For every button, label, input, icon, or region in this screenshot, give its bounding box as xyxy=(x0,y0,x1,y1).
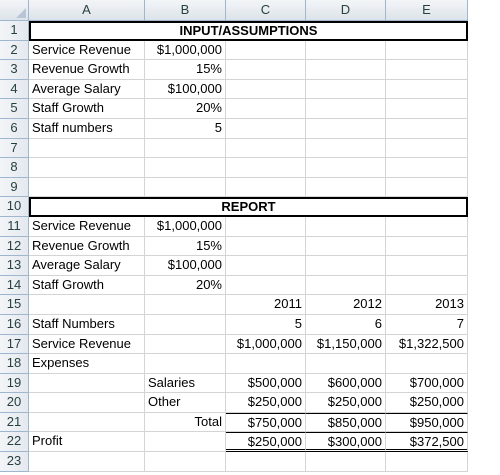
report-revenue-growth-value[interactable]: 15% xyxy=(145,237,226,257)
row-header-13[interactable]: 13 xyxy=(0,256,29,276)
cell-a7[interactable] xyxy=(29,139,145,159)
report-year-2013[interactable]: 2013 xyxy=(386,295,468,315)
cell-c8[interactable] xyxy=(226,158,306,178)
select-all-corner[interactable] xyxy=(0,0,29,21)
report-service-revenue-row-label[interactable]: Service Revenue xyxy=(29,335,145,355)
cell-e4[interactable] xyxy=(386,80,468,100)
cell-e6[interactable] xyxy=(386,119,468,139)
report-average-salary-label[interactable]: Average Salary xyxy=(29,256,145,276)
report-title[interactable]: REPORT xyxy=(29,197,468,217)
input-assumptions-title[interactable]: INPUT/ASSUMPTIONS xyxy=(29,21,468,41)
cell-e2[interactable] xyxy=(386,41,468,61)
row-header-6[interactable]: 6 xyxy=(0,119,29,139)
report-profit-2013[interactable]: $372,500 xyxy=(386,432,468,452)
report-salaries-2013[interactable]: $700,000 xyxy=(386,374,468,394)
cell-d18[interactable] xyxy=(306,354,386,374)
cell-a21[interactable] xyxy=(29,413,145,433)
cell-c7[interactable] xyxy=(226,139,306,159)
cell-c5[interactable] xyxy=(226,99,306,119)
report-service-revenue-label[interactable]: Service Revenue xyxy=(29,217,145,237)
report-total-2012[interactable]: $850,000 xyxy=(306,413,386,433)
cell-c2[interactable] xyxy=(226,41,306,61)
row-header-12[interactable]: 12 xyxy=(0,237,29,257)
cell-a23[interactable] xyxy=(29,452,145,472)
column-header-d[interactable]: D xyxy=(306,0,386,21)
row-header-9[interactable]: 9 xyxy=(0,178,29,198)
input-revenue-growth-value[interactable]: 15% xyxy=(145,60,226,80)
report-salaries-label[interactable]: Salaries xyxy=(145,374,226,394)
row-header-21[interactable]: 21 xyxy=(0,413,29,433)
cell-b23[interactable] xyxy=(145,452,226,472)
row-header-3[interactable]: 3 xyxy=(0,60,29,80)
cell-b18[interactable] xyxy=(145,354,226,374)
report-service-revenue-2012[interactable]: $1,150,000 xyxy=(306,335,386,355)
cell-a15[interactable] xyxy=(29,295,145,315)
column-header-c[interactable]: C xyxy=(226,0,306,21)
input-service-revenue-value[interactable]: $1,000,000 xyxy=(145,41,226,61)
input-revenue-growth-label[interactable]: Revenue Growth xyxy=(29,60,145,80)
report-other-label[interactable]: Other xyxy=(145,393,226,413)
cell-a9[interactable] xyxy=(29,178,145,198)
cell-c3[interactable] xyxy=(226,60,306,80)
cell-d9[interactable] xyxy=(306,178,386,198)
cell-c13[interactable] xyxy=(226,256,306,276)
row-header-14[interactable]: 14 xyxy=(0,276,29,296)
report-service-revenue-2011[interactable]: $1,000,000 xyxy=(226,335,306,355)
cell-d11[interactable] xyxy=(306,217,386,237)
cell-e7[interactable] xyxy=(386,139,468,159)
row-header-19[interactable]: 19 xyxy=(0,374,29,394)
cell-c9[interactable] xyxy=(226,178,306,198)
report-expenses-label[interactable]: Expenses xyxy=(29,354,145,374)
report-other-2012[interactable]: $250,000 xyxy=(306,393,386,413)
report-staff-numbers-2012[interactable]: 6 xyxy=(306,315,386,335)
input-staff-numbers-value[interactable]: 5 xyxy=(145,119,226,139)
cell-d6[interactable] xyxy=(306,119,386,139)
report-staff-growth-value[interactable]: 20% xyxy=(145,276,226,296)
cell-d14[interactable] xyxy=(306,276,386,296)
cell-b9[interactable] xyxy=(145,178,226,198)
cell-e9[interactable] xyxy=(386,178,468,198)
report-staff-numbers-label[interactable]: Staff Numbers xyxy=(29,315,145,335)
row-header-10[interactable]: 10 xyxy=(0,197,29,217)
cell-e13[interactable] xyxy=(386,256,468,276)
report-salaries-2012[interactable]: $600,000 xyxy=(306,374,386,394)
report-year-2011[interactable]: 2011 xyxy=(226,295,306,315)
report-average-salary-value[interactable]: $100,000 xyxy=(145,256,226,276)
cell-d23[interactable] xyxy=(306,452,386,472)
report-staff-growth-label[interactable]: Staff Growth xyxy=(29,276,145,296)
input-staff-growth-value[interactable]: 20% xyxy=(145,99,226,119)
input-staff-numbers-label[interactable]: Staff numbers xyxy=(29,119,145,139)
report-service-revenue-value[interactable]: $1,000,000 xyxy=(145,217,226,237)
row-header-7[interactable]: 7 xyxy=(0,139,29,159)
report-total-label[interactable]: Total xyxy=(145,413,226,433)
row-header-16[interactable]: 16 xyxy=(0,315,29,335)
row-header-20[interactable]: 20 xyxy=(0,393,29,413)
cell-c12[interactable] xyxy=(226,237,306,257)
report-profit-2011[interactable]: $250,000 xyxy=(226,432,306,452)
input-staff-growth-label[interactable]: Staff Growth xyxy=(29,99,145,119)
cell-b15[interactable] xyxy=(145,295,226,315)
input-average-salary-value[interactable]: $100,000 xyxy=(145,80,226,100)
cell-c6[interactable] xyxy=(226,119,306,139)
cell-c14[interactable] xyxy=(226,276,306,296)
row-header-8[interactable]: 8 xyxy=(0,158,29,178)
cell-d13[interactable] xyxy=(306,256,386,276)
cell-a8[interactable] xyxy=(29,158,145,178)
report-other-2011[interactable]: $250,000 xyxy=(226,393,306,413)
row-header-2[interactable]: 2 xyxy=(0,41,29,61)
input-service-revenue-label[interactable]: Service Revenue xyxy=(29,41,145,61)
cell-e23[interactable] xyxy=(386,452,468,472)
column-header-e[interactable]: E xyxy=(386,0,468,21)
row-header-5[interactable]: 5 xyxy=(0,99,29,119)
report-staff-numbers-2011[interactable]: 5 xyxy=(226,315,306,335)
cell-d4[interactable] xyxy=(306,80,386,100)
report-profit-2012[interactable]: $300,000 xyxy=(306,432,386,452)
report-year-2012[interactable]: 2012 xyxy=(306,295,386,315)
cell-b16[interactable] xyxy=(145,315,226,335)
cell-d3[interactable] xyxy=(306,60,386,80)
report-total-2011[interactable]: $750,000 xyxy=(226,413,306,433)
report-salaries-2011[interactable]: $500,000 xyxy=(226,374,306,394)
cell-c18[interactable] xyxy=(226,354,306,374)
row-header-4[interactable]: 4 xyxy=(0,80,29,100)
report-revenue-growth-label[interactable]: Revenue Growth xyxy=(29,237,145,257)
cell-d12[interactable] xyxy=(306,237,386,257)
cell-a19[interactable] xyxy=(29,374,145,394)
cell-e14[interactable] xyxy=(386,276,468,296)
report-staff-numbers-2013[interactable]: 7 xyxy=(386,315,468,335)
cell-e3[interactable] xyxy=(386,60,468,80)
report-service-revenue-2013[interactable]: $1,322,500 xyxy=(386,335,468,355)
input-average-salary-label[interactable]: Average Salary xyxy=(29,80,145,100)
row-header-17[interactable]: 17 xyxy=(0,335,29,355)
cell-c11[interactable] xyxy=(226,217,306,237)
cell-e8[interactable] xyxy=(386,158,468,178)
cell-c23[interactable] xyxy=(226,452,306,472)
cell-d7[interactable] xyxy=(306,139,386,159)
row-header-22[interactable]: 22 xyxy=(0,432,29,452)
cell-e11[interactable] xyxy=(386,217,468,237)
row-header-18[interactable]: 18 xyxy=(0,354,29,374)
row-header-23[interactable]: 23 xyxy=(0,452,29,472)
select-all-triangle-icon xyxy=(16,8,26,18)
row-header-1[interactable]: 1 xyxy=(0,21,29,41)
cell-d5[interactable] xyxy=(306,99,386,119)
column-header-a[interactable]: A xyxy=(29,0,145,21)
cell-b17[interactable] xyxy=(145,335,226,355)
report-profit-label[interactable]: Profit xyxy=(29,432,145,452)
row-header-11[interactable]: 11 xyxy=(0,217,29,237)
cell-e5[interactable] xyxy=(386,99,468,119)
cell-d8[interactable] xyxy=(306,158,386,178)
cell-c4[interactable] xyxy=(226,80,306,100)
column-header-b[interactable]: B xyxy=(145,0,226,21)
cell-e18[interactable] xyxy=(386,354,468,374)
cell-d2[interactable] xyxy=(306,41,386,61)
cell-b8[interactable] xyxy=(145,158,226,178)
cell-a20[interactable] xyxy=(29,393,145,413)
cell-b7[interactable] xyxy=(145,139,226,159)
row-header-15[interactable]: 15 xyxy=(0,295,29,315)
cell-b22[interactable] xyxy=(145,432,226,452)
report-total-2013[interactable]: $950,000 xyxy=(386,413,468,433)
report-other-2013[interactable]: $250,000 xyxy=(386,393,468,413)
cell-e12[interactable] xyxy=(386,237,468,257)
